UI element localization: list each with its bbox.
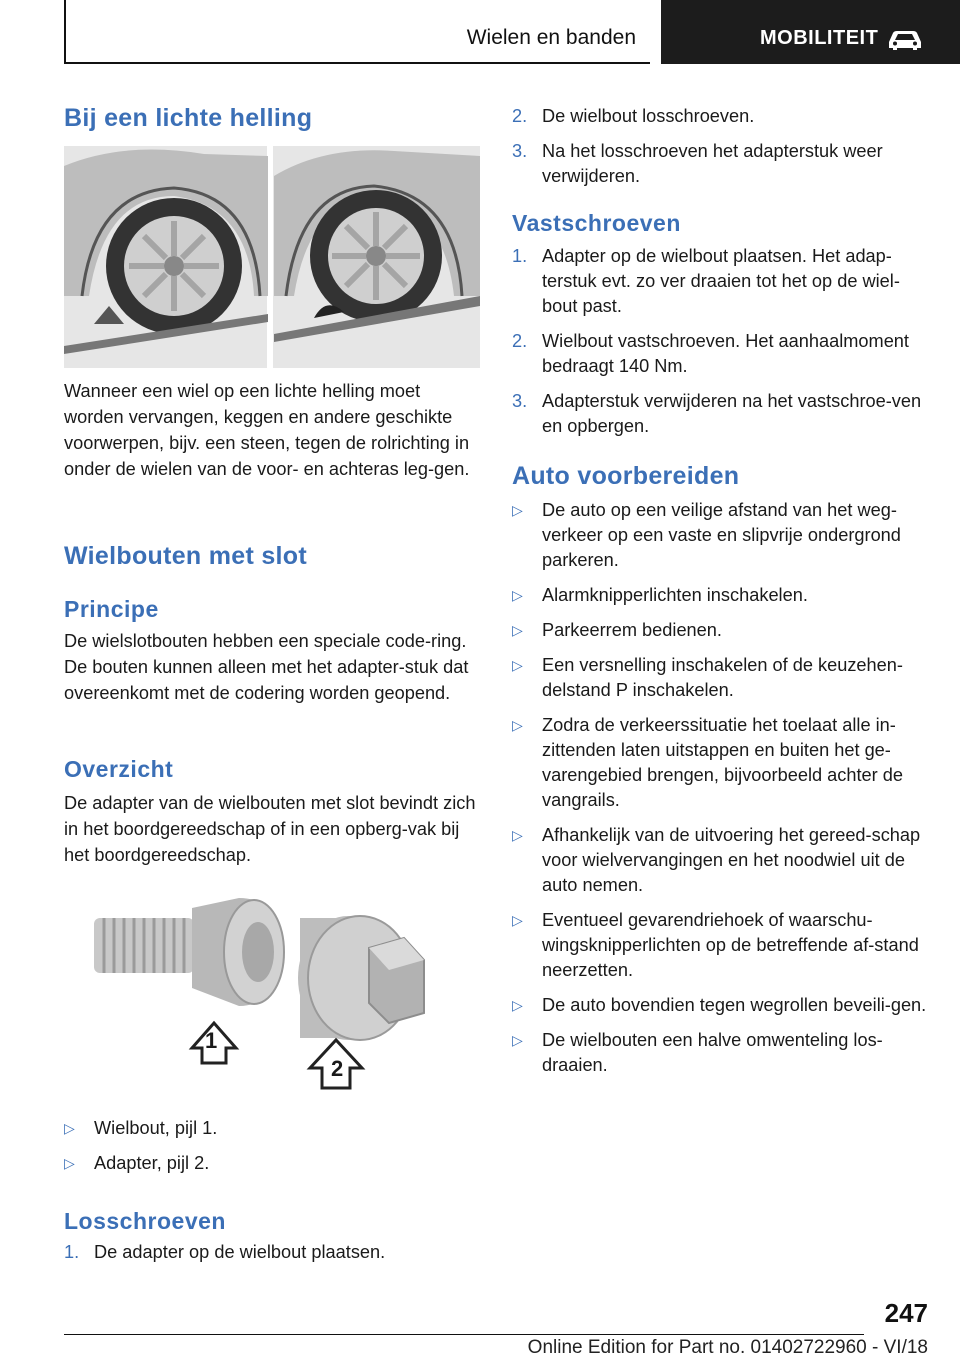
list-item: 1. Adapter op de wielbout plaatsen. Het adap-terstuk evt. zo ver draaien tot het op de wiel-bout past. — [512, 246, 900, 316]
callout-2: 2 — [331, 1056, 344, 1081]
heading-overview: Overzicht — [64, 756, 174, 782]
list-item: 1. De adapter op de wielbout plaatsen. — [64, 1242, 386, 1262]
header-underline — [64, 62, 650, 64]
footer-rule — [64, 1334, 864, 1335]
slope-paragraph: Wanneer een wiel op een lichte helling moet worden vervangen, keggen en andere geschikte voorwerpen, bijv. een steen, tegen de rolrichting in onder de wielen van de voor- en achteras leg-gen. — [64, 381, 470, 479]
list-item: 3. Na het losschroeven het adapterstuk weer verwijderen. — [512, 141, 883, 186]
list-item: 3. Adapterstuk verwijderen na het vastschroe-ven en opbergen. — [512, 391, 922, 436]
list-item: ▷ Alarmknipperlichten inschakelen. — [512, 583, 930, 608]
list-item: ▷ De auto op een veilige afstand van het weg-verkeer op een vaste en slipvrije ondergrond parkeren. — [512, 500, 901, 570]
list-item: 2. Wielbout vastschroeven. Het aanhaalmoment bedraagt 140 Nm. — [512, 331, 909, 376]
bullet-icon: ▷ — [512, 827, 523, 843]
loosen-steps — [64, 1240, 480, 1265]
list-item: ▷ Adapter, pijl 2. — [64, 1151, 480, 1176]
bullet-icon: ▷ — [512, 997, 523, 1013]
page-number: 247 — [884, 1298, 928, 1328]
list-item: ▷ De auto bovendien tegen wegrollen beveili-gen. — [512, 993, 930, 1018]
bullet-icon: ▷ — [512, 912, 523, 928]
list-item: ▷ Wielbout, pijl 1. — [64, 1116, 480, 1141]
list-item: ▷ De wielbouten een halve omwenteling los-draaien. — [512, 1030, 883, 1075]
bullet-icon: ▷ — [512, 657, 523, 673]
heading-loosen: Losschroeven — [64, 1208, 226, 1234]
heading-locking-bolts: Wielbouten met slot — [64, 542, 307, 570]
bullet-icon: ▷ — [512, 587, 523, 603]
bullet-icon: ▷ — [512, 717, 523, 733]
prepare-list — [512, 498, 930, 1078]
lock-bolt-adapter-illustration — [64, 878, 480, 1100]
figure-legend — [64, 1116, 480, 1176]
bullet-icon: ▷ — [64, 1120, 75, 1136]
bullet-icon: ▷ — [64, 1155, 75, 1171]
callout-1: 1 — [205, 1028, 218, 1053]
principle-paragraph: De wielslotbouten hebben een speciale code-ring. De bouten kunnen alleen met het adapter-stuk dat overeenkomt met de codering worden geopend. — [64, 631, 469, 703]
bullet-icon: ▷ — [512, 622, 523, 638]
list-item: ▷ Eventueel gevarendriehoek of waarschu-wingsknipperlichten op de betreffende af-stand neerzetten. — [512, 910, 919, 980]
edition-footer: Online Edition for Part no. 01402722960 - VI/18 — [527, 1337, 928, 1358]
heading-principle: Principe — [64, 596, 159, 622]
heading-prepare-car: Auto voorbereiden — [512, 462, 740, 490]
loosen-steps-continued — [512, 104, 930, 189]
header-divider-left — [64, 0, 66, 64]
section-title: Wielen en banden — [466, 26, 636, 49]
bullet-icon: ▷ — [512, 1032, 523, 1048]
chapter-title: MOBILITEIT — [760, 27, 879, 49]
bullet-icon: ▷ — [512, 502, 523, 518]
overview-paragraph: De adapter van de wielbouten met slot bevindt zich in het boordgereedschap of in een opberg-vak bij het boordgereedschap. — [64, 793, 476, 865]
car-icon — [886, 28, 924, 52]
heading-tighten: Vastschroeven — [512, 210, 681, 236]
list-item: ▷ Parkeerrem bedienen. — [512, 618, 930, 643]
list-item: ▷ Een versnelling inschakelen of de keuzehen-delstand P inschakelen. — [512, 655, 903, 700]
tighten-steps — [512, 244, 930, 439]
heading-slight-slope: Bij een lichte helling — [64, 104, 313, 132]
wheel-slope-illustration — [64, 146, 480, 368]
list-item: 2. De wielbout losschroeven. — [512, 106, 755, 126]
list-item: ▷ Afhankelijk van de uitvoering het gereed-schap voor wielvervangingen en het noodwiel uit de auto nemen. — [512, 825, 921, 895]
list-item: ▷ Zodra de verkeerssituatie het toelaat alle in-zittenden laten uitstappen en buiten het ge-varengebied brengen, bijvoorbeeld achter de vangrails. — [512, 715, 903, 810]
